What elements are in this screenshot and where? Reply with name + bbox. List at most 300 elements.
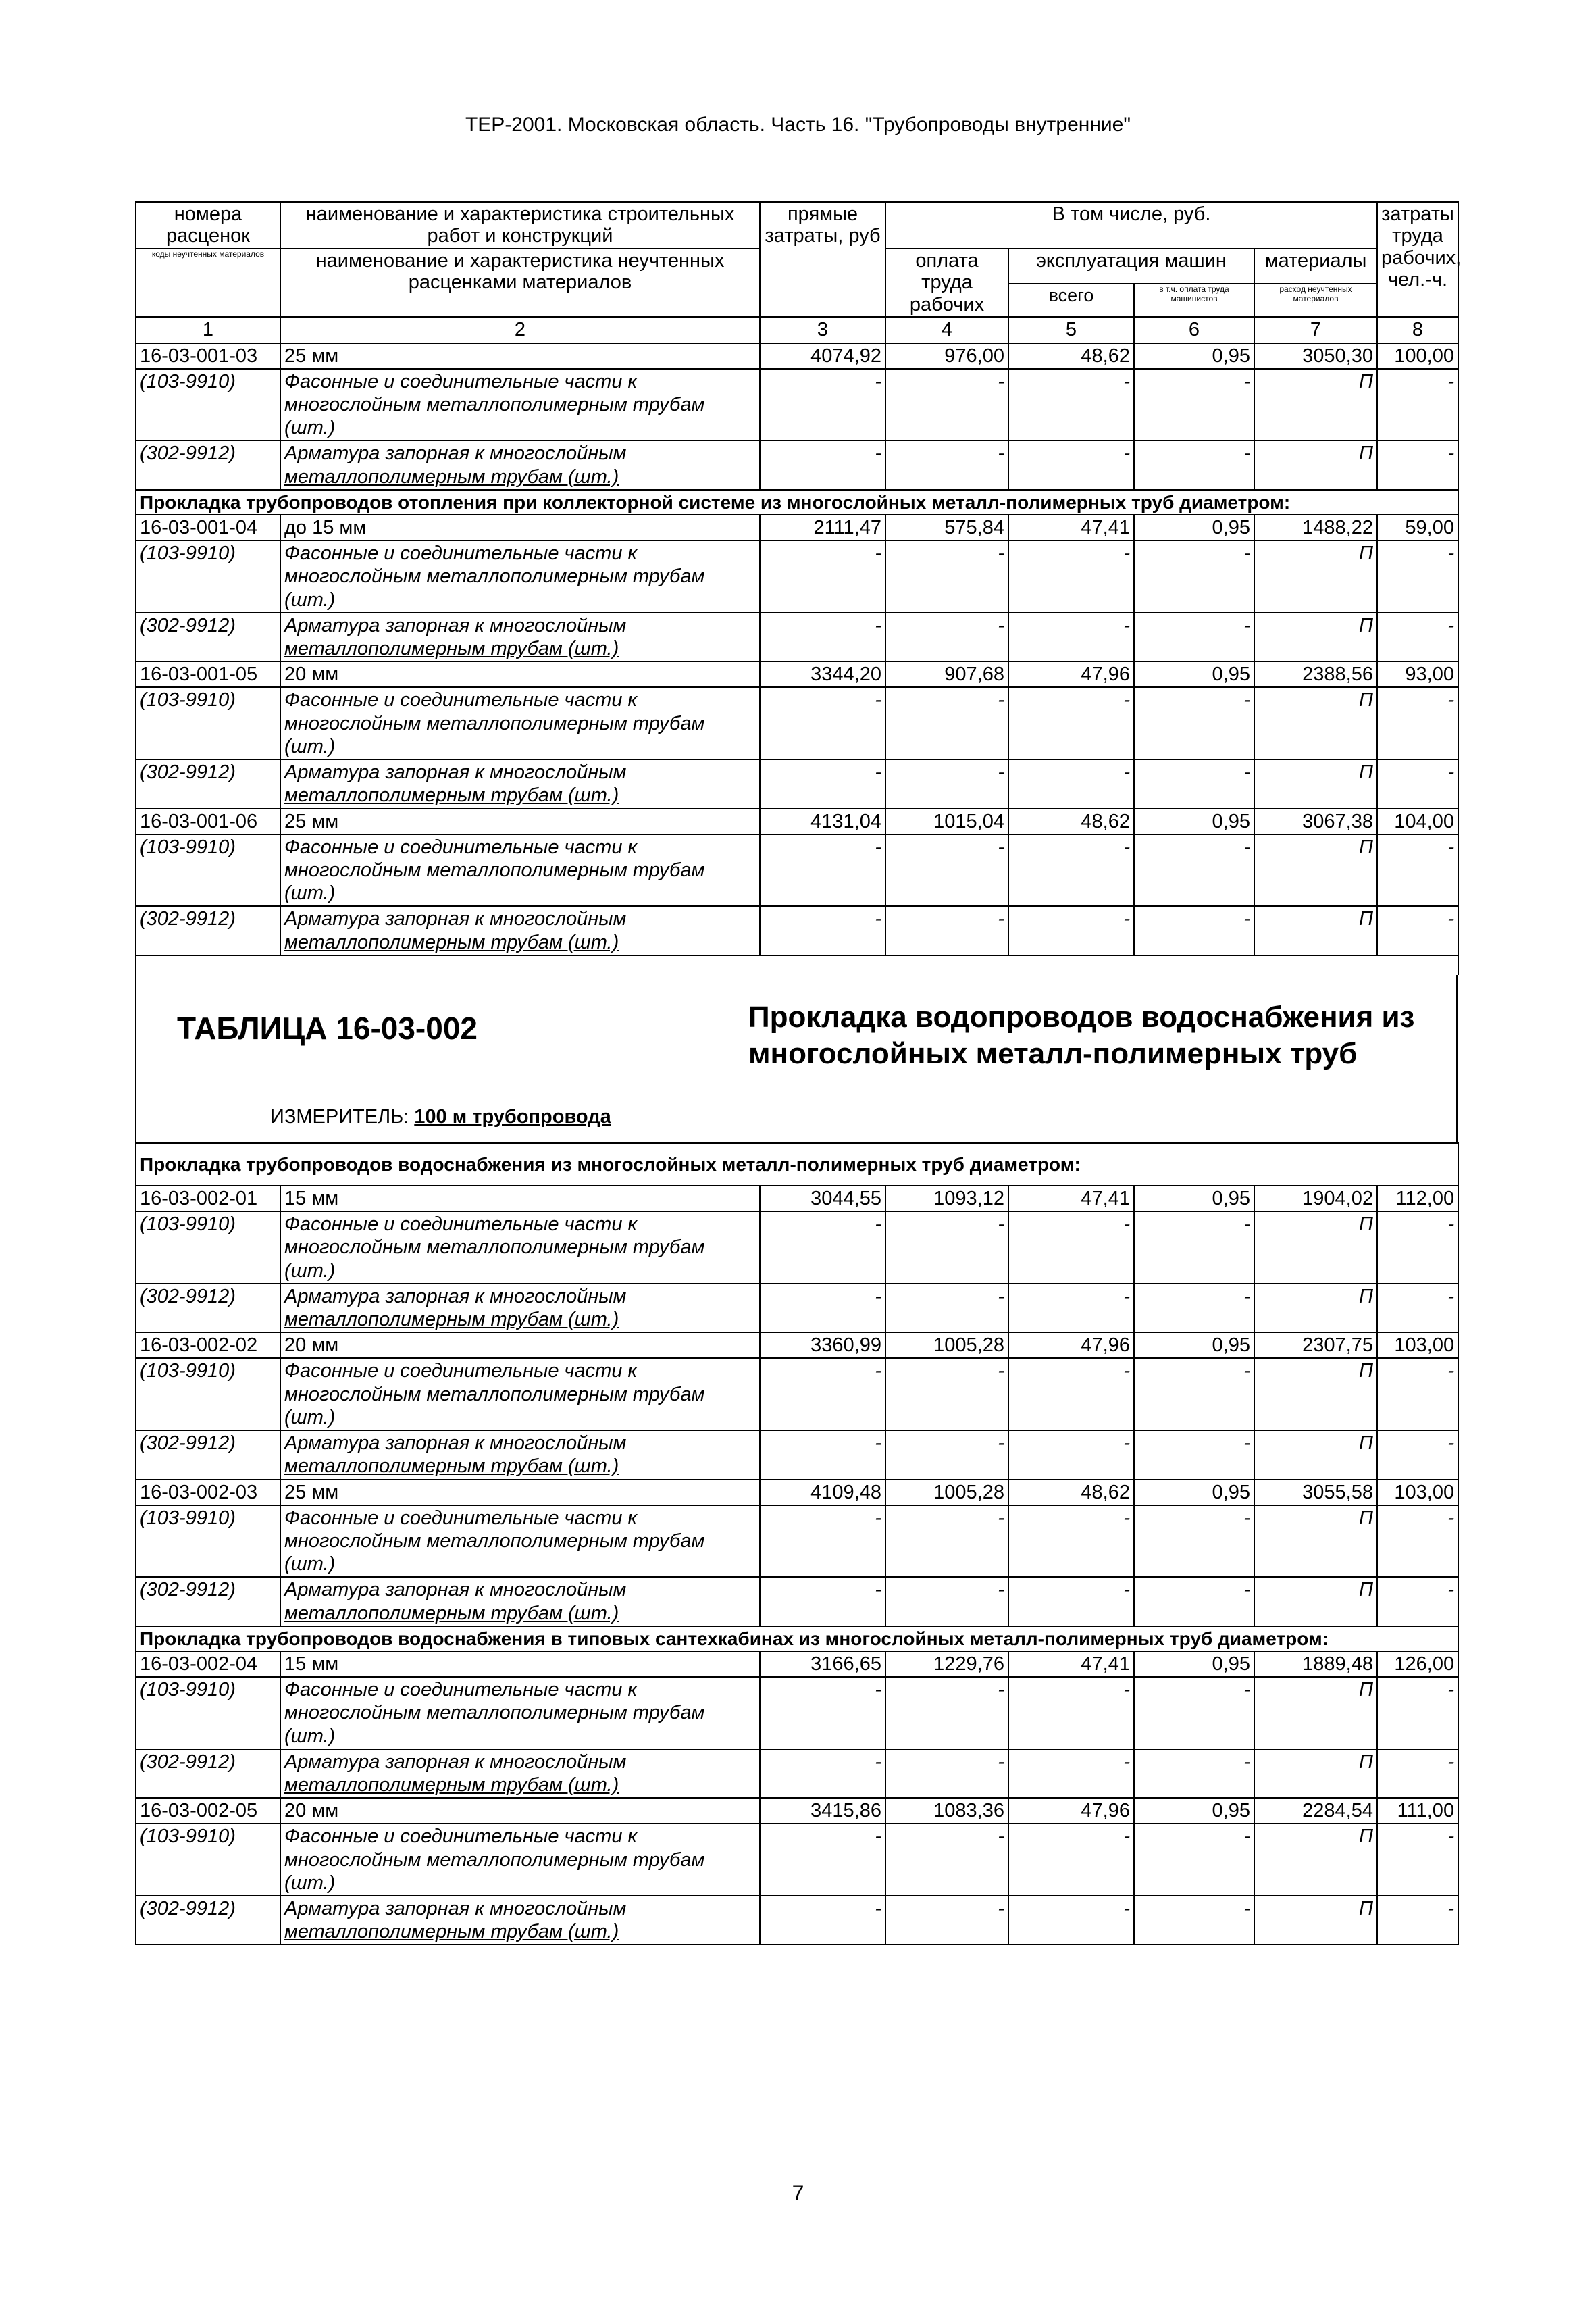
dash-cell: -: [1377, 1896, 1458, 1944]
dash-cell: -: [760, 1823, 885, 1896]
rate-code: 16-03-002-02: [136, 1332, 280, 1358]
dash-cell: -: [760, 1749, 885, 1798]
material-name-line: (шт.): [284, 1871, 336, 1894]
value-c4: 976,00: [885, 343, 1008, 369]
value-c4: 907,68: [885, 661, 1008, 687]
col-number: 8: [1377, 317, 1458, 343]
value-c7: 3050,30: [1254, 343, 1377, 369]
rate-row: [136, 1798, 1458, 1823]
rate-code: 16-03-001-03: [136, 343, 280, 369]
value-c7: 1488,22: [1254, 515, 1377, 540]
material-name-line: многослойным металлополимерным трубам: [284, 565, 705, 588]
col-wages-header: оплата труда рабочих: [885, 249, 1008, 317]
material-name-line: Фасонные и соединительные части к: [284, 689, 638, 711]
material-p-cell: П: [1254, 1505, 1377, 1578]
material-name-line: Фасонные и соединительные части к: [284, 836, 638, 858]
dash-cell: -: [1377, 1505, 1458, 1578]
material-p-cell: П: [1254, 1749, 1377, 1798]
rate-code: 16-03-001-04: [136, 515, 280, 540]
dash-cell: -: [1008, 834, 1134, 907]
dash-cell: -: [885, 1211, 1008, 1284]
material-name: [280, 1284, 760, 1332]
material-code: (103-9910): [136, 540, 280, 613]
value-c4: 1015,04: [885, 809, 1008, 834]
unit-line: [270, 1106, 611, 1128]
value-c8: 103,00: [1377, 1332, 1458, 1358]
dash-cell: -: [1377, 1284, 1458, 1332]
dash-cell: -: [760, 1430, 885, 1479]
rate-code: 16-03-001-05: [136, 661, 280, 687]
rate-row: [136, 1651, 1458, 1677]
value-c6: 0,95: [1134, 1186, 1254, 1211]
rate-row: [136, 515, 1458, 540]
col-number: 2: [280, 317, 760, 343]
dash-cell: -: [1134, 1284, 1254, 1332]
col-labor-hours-header: затраты труда рабочих, чел.-ч.: [1377, 202, 1458, 317]
material-name-line: Фасонные и соединительные части к: [284, 1826, 638, 1848]
dash-cell: -: [1134, 1823, 1254, 1896]
dash-cell: -: [760, 1677, 885, 1749]
rate-code: 16-03-001-06: [136, 809, 280, 834]
section-heading: Прокладка трубопроводов водоснабжения из многослойных металл-полимерных труб диаметром:: [136, 1143, 1458, 1186]
dash-cell: -: [1377, 540, 1458, 613]
material-row: [136, 1823, 1458, 1896]
col-number: 3: [760, 317, 885, 343]
material-row: [136, 369, 1458, 441]
dash-cell: -: [1377, 1749, 1458, 1798]
value-c8: 103,00: [1377, 1480, 1458, 1505]
rate-code: 16-03-002-04: [136, 1651, 280, 1677]
material-row: [136, 1358, 1458, 1430]
dash-cell: -: [1377, 1677, 1458, 1749]
col-machines-total-header: всего: [1008, 284, 1134, 317]
material-code: (302-9912): [136, 759, 280, 808]
dash-cell: -: [1008, 540, 1134, 613]
dash-cell: -: [760, 906, 885, 955]
dash-cell: -: [1008, 1577, 1134, 1626]
table-header: [136, 202, 1462, 343]
material-row: [136, 1749, 1458, 1798]
dash-cell: -: [885, 1823, 1008, 1896]
value-c5: 48,62: [1008, 809, 1134, 834]
material-name: [280, 1430, 760, 1479]
material-name: [280, 1749, 760, 1798]
dash-cell: -: [1134, 1677, 1254, 1749]
dash-cell: -: [885, 613, 1008, 661]
value-c7: 2307,75: [1254, 1332, 1377, 1358]
material-p-cell: П: [1254, 369, 1377, 441]
rate-code: 16-03-002-03: [136, 1480, 280, 1505]
material-name-line: металлополимерным трубам (шт.): [284, 1774, 619, 1796]
dash-cell: -: [885, 1677, 1008, 1749]
material-name-line: Арматура запорная к многослойным: [284, 1751, 627, 1773]
material-name-line: (шт.): [284, 1553, 336, 1576]
dash-cell: -: [885, 1284, 1008, 1332]
material-row: [136, 1430, 1458, 1479]
page-header-title: ТЕР-2001. Московская область. Часть 16. "Трубопроводы внутренние": [465, 114, 1131, 136]
rate-name: 25 мм: [280, 343, 760, 369]
dash-cell: -: [1134, 906, 1254, 955]
rate-row: [136, 809, 1458, 834]
value-c3: 3415,86: [760, 1798, 885, 1823]
dash-cell: -: [885, 834, 1008, 907]
dash-cell: -: [1008, 1284, 1134, 1332]
value-c5: 47,41: [1008, 515, 1134, 540]
rate-code: 16-03-002-01: [136, 1186, 280, 1211]
material-name: [280, 1358, 760, 1430]
material-row: [136, 613, 1458, 661]
material-name-line: Фасонные и соединительные части к: [284, 1679, 638, 1701]
rate-name: 20 мм: [280, 661, 760, 687]
material-name: [280, 1677, 760, 1749]
dash-cell: -: [885, 687, 1008, 759]
value-c5: 48,62: [1008, 1480, 1134, 1505]
value-c6: 0,95: [1134, 809, 1254, 834]
dash-cell: -: [760, 1896, 885, 1944]
dash-cell: -: [1134, 1749, 1254, 1798]
dash-cell: -: [1377, 1211, 1458, 1284]
col-number: 5: [1008, 317, 1134, 343]
material-row: [136, 1577, 1458, 1626]
dash-cell: -: [1377, 441, 1458, 489]
material-name: [280, 1211, 760, 1284]
col-materials-header: материалы: [1254, 249, 1377, 284]
material-row: [136, 441, 1458, 489]
material-code: (302-9912): [136, 1896, 280, 1944]
material-name: [280, 441, 760, 489]
dash-cell: -: [1134, 613, 1254, 661]
value-c3: 3344,20: [760, 661, 885, 687]
dash-cell: -: [1134, 687, 1254, 759]
material-code: (103-9910): [136, 687, 280, 759]
rate-row: [136, 661, 1458, 687]
dash-cell: -: [1008, 687, 1134, 759]
rate-name: 15 мм: [280, 1186, 760, 1211]
value-c5: 47,96: [1008, 661, 1134, 687]
value-c8: 59,00: [1377, 515, 1458, 540]
material-name-line: (шт.): [284, 588, 336, 611]
dash-cell: -: [885, 1358, 1008, 1430]
value-c8: 93,00: [1377, 661, 1458, 687]
material-p-cell: П: [1254, 1358, 1377, 1430]
material-name-line: (шт.): [284, 1406, 336, 1428]
dash-cell: -: [1134, 1358, 1254, 1430]
dash-cell: -: [1377, 1358, 1458, 1430]
value-c6: 0,95: [1134, 1651, 1254, 1677]
dash-cell: -: [1377, 1577, 1458, 1626]
dash-cell: -: [885, 1505, 1008, 1578]
dash-cell: -: [885, 906, 1008, 955]
dash-cell: -: [1134, 540, 1254, 613]
dash-cell: -: [885, 540, 1008, 613]
material-p-cell: П: [1254, 759, 1377, 808]
material-name-line: (шт.): [284, 417, 336, 439]
material-row: [136, 1677, 1458, 1749]
col-including-header: В том числе, руб.: [885, 202, 1377, 249]
rate-block: [136, 343, 1458, 490]
material-name-line: многослойным металлополимерным трубам: [284, 1383, 705, 1405]
rate-name: 20 мм: [280, 1798, 760, 1823]
dash-cell: -: [760, 1577, 885, 1626]
value-c3: 4074,92: [760, 343, 885, 369]
value-c5: 47,41: [1008, 1186, 1134, 1211]
section-row-group: [136, 1143, 1458, 1186]
rate-row: [136, 343, 1458, 369]
dash-cell: -: [760, 613, 885, 661]
dash-cell: -: [1134, 1896, 1254, 1944]
dash-cell: -: [1377, 834, 1458, 907]
dash-cell: -: [1008, 1896, 1134, 1944]
rate-name: 25 мм: [280, 1480, 760, 1505]
material-code: (302-9912): [136, 613, 280, 661]
value-c8: 112,00: [1377, 1186, 1458, 1211]
value-c8: 104,00: [1377, 809, 1458, 834]
material-code: (103-9910): [136, 1505, 280, 1578]
material-p-cell: П: [1254, 1284, 1377, 1332]
value-c5: 47,96: [1008, 1332, 1134, 1358]
page-number: 7: [792, 2181, 804, 2205]
material-p-cell: П: [1254, 834, 1377, 907]
material-name-line: Арматура запорная к многослойным: [284, 761, 627, 784]
material-name-line: (шт.): [284, 1259, 336, 1282]
rates-table-bottom: [135, 1142, 1459, 1946]
material-name-line: металлополимерным трубам (шт.): [284, 784, 619, 807]
material-p-cell: П: [1254, 1896, 1377, 1944]
material-name-line: многослойным металлополимерным трубам: [284, 394, 705, 416]
material-name-line: Арматура запорная к многослойным: [284, 614, 627, 636]
material-name-line: Фасонные и соединительные части к: [284, 1360, 638, 1382]
material-name-line: (шт.): [284, 882, 336, 905]
dash-cell: -: [1377, 906, 1458, 955]
rate-name: до 15 мм: [280, 515, 760, 540]
material-p-cell: П: [1254, 1211, 1377, 1284]
dash-cell: -: [1008, 1358, 1134, 1430]
material-name: [280, 687, 760, 759]
rate-row: [136, 1186, 1458, 1211]
dash-cell: -: [1008, 759, 1134, 808]
col-material-name-header: наименование и характеристика неучтенных расценками материалов: [280, 249, 760, 317]
dash-cell: -: [1008, 369, 1134, 441]
dash-cell: -: [1134, 1505, 1254, 1578]
value-c3: 4109,48: [760, 1480, 885, 1505]
material-name: [280, 540, 760, 613]
table-name: Прокладка водопроводов водоснабжения из многослойных металл-полимерных труб: [748, 1000, 1415, 1070]
dash-cell: -: [760, 687, 885, 759]
material-code: (302-9912): [136, 1749, 280, 1798]
dash-cell: -: [1008, 613, 1134, 661]
rate-block: [136, 515, 1458, 955]
material-row: [136, 1284, 1458, 1332]
value-c4: 575,84: [885, 515, 1008, 540]
value-c3: 3360,99: [760, 1332, 885, 1358]
material-name-line: многослойным металлополимерным трубам: [284, 1848, 705, 1871]
section-heading: Прокладка трубопроводов отопления при коллекторной системе из многослойных металл-полимерных труб диаметром:: [136, 490, 1458, 515]
unit-value: 100 м трубопровода: [414, 1105, 611, 1128]
material-p-cell: П: [1254, 906, 1377, 955]
spacer: [136, 955, 1458, 975]
section-row-group: [136, 490, 1458, 515]
material-name: [280, 906, 760, 955]
material-code: (302-9912): [136, 1430, 280, 1479]
material-code: (103-9910): [136, 1211, 280, 1284]
dash-cell: -: [1008, 1677, 1134, 1749]
material-p-cell: П: [1254, 613, 1377, 661]
col-material-codes-header: коды неучтенных материалов: [136, 249, 280, 317]
value-c6: 0,95: [1134, 343, 1254, 369]
dash-cell: -: [760, 441, 885, 489]
col-direct-costs-header: прямые затраты, руб: [760, 202, 885, 317]
material-code: (103-9910): [136, 834, 280, 907]
material-name-line: металлополимерным трубам (шт.): [284, 1602, 619, 1624]
dash-cell: -: [760, 759, 885, 808]
material-p-cell: П: [1254, 687, 1377, 759]
dash-cell: -: [1008, 1430, 1134, 1479]
material-name-line: (шт.): [284, 735, 336, 757]
col-number: 4: [885, 317, 1008, 343]
rate-code: 16-03-002-05: [136, 1798, 280, 1823]
table-number: ТАБЛИЦА 16-03-002: [177, 1010, 478, 1046]
value-c6: 0,95: [1134, 1480, 1254, 1505]
col-number: 6: [1134, 317, 1254, 343]
dash-cell: -: [885, 369, 1008, 441]
col-machines-header: эксплуатация машин: [1008, 249, 1254, 284]
value-c6: 0,95: [1134, 1332, 1254, 1358]
dash-cell: -: [1134, 369, 1254, 441]
dash-cell: -: [1134, 1211, 1254, 1284]
value-c4: 1229,76: [885, 1651, 1008, 1677]
material-name-line: многослойным металлополимерным трубам: [284, 1530, 705, 1552]
material-p-cell: П: [1254, 1430, 1377, 1479]
dash-cell: -: [1377, 613, 1458, 661]
rates-table-top: [135, 201, 1462, 975]
unit-label: ИЗМЕРИТЕЛЬ:: [270, 1105, 409, 1128]
material-name-line: Арматура запорная к многослойным: [284, 1285, 627, 1307]
value-c8: 111,00: [1377, 1798, 1458, 1823]
col-number: 1: [136, 317, 280, 343]
dash-cell: -: [1377, 687, 1458, 759]
material-p-cell: П: [1254, 540, 1377, 613]
col-unaccounted-materials-header: расход неучтенных материалов: [1254, 284, 1377, 317]
material-code: (302-9912): [136, 1284, 280, 1332]
material-row: [136, 834, 1458, 907]
dash-cell: -: [885, 1430, 1008, 1479]
value-c5: 47,96: [1008, 1798, 1134, 1823]
dash-cell: -: [1008, 1749, 1134, 1798]
material-name: [280, 834, 760, 907]
material-row: [136, 1505, 1458, 1578]
material-name-line: Арматура запорная к многослойным: [284, 908, 627, 930]
material-name: [280, 759, 760, 808]
rate-block: [136, 1186, 1458, 1626]
material-row: [136, 1896, 1458, 1944]
material-name-line: (шт.): [284, 1725, 336, 1747]
value-c3: 3166,65: [760, 1651, 885, 1677]
material-code: (302-9912): [136, 1577, 280, 1626]
col-operator-wages-header: в т.ч. оплата труда машинистов: [1134, 284, 1254, 317]
dash-cell: -: [1377, 1823, 1458, 1896]
value-c4: 1005,28: [885, 1332, 1008, 1358]
material-name: [280, 1896, 760, 1944]
material-name-line: Арматура запорная к многослойным: [284, 1898, 627, 1920]
rates-sheet: [135, 201, 1462, 1945]
section-row-group: [136, 1626, 1458, 1651]
col-number: 7: [1254, 317, 1377, 343]
material-name: [280, 1823, 760, 1896]
dash-cell: -: [1134, 441, 1254, 489]
section-heading: Прокладка трубопроводов водоснабжения в типовых сантехкабинах из многослойных металл-полимерных труб диаметром:: [136, 1626, 1458, 1651]
material-name-line: многослойным металлополимерным трубам: [284, 859, 705, 881]
value-c7: 2388,56: [1254, 661, 1377, 687]
col-work-name-header: наименование и характеристика строительных работ и конструкций: [280, 202, 760, 249]
dash-cell: -: [1008, 441, 1134, 489]
material-name: [280, 1577, 760, 1626]
dash-cell: -: [1008, 1505, 1134, 1578]
table-title-block: [135, 975, 1458, 1142]
value-c8: 126,00: [1377, 1651, 1458, 1677]
dash-cell: -: [1134, 759, 1254, 808]
dash-cell: -: [760, 540, 885, 613]
dash-cell: -: [760, 1284, 885, 1332]
material-p-cell: П: [1254, 441, 1377, 489]
material-name-line: многослойным металлополимерным трубам: [284, 1236, 705, 1259]
dash-cell: -: [885, 1896, 1008, 1944]
dash-cell: -: [885, 1577, 1008, 1626]
dash-cell: -: [1134, 834, 1254, 907]
dash-cell: -: [1134, 1430, 1254, 1479]
value-c8: 100,00: [1377, 343, 1458, 369]
material-row: [136, 759, 1458, 808]
material-row: [136, 906, 1458, 955]
material-p-cell: П: [1254, 1677, 1377, 1749]
rate-name: 15 мм: [280, 1651, 760, 1677]
dash-cell: -: [1134, 1577, 1254, 1626]
material-row: [136, 1211, 1458, 1284]
value-c5: 47,41: [1008, 1651, 1134, 1677]
dash-cell: -: [885, 759, 1008, 808]
dash-cell: -: [1377, 1430, 1458, 1479]
material-name-line: металлополимерным трубам (шт.): [284, 931, 619, 953]
material-row: [136, 540, 1458, 613]
value-c4: 1005,28: [885, 1480, 1008, 1505]
material-name-line: металлополимерным трубам (шт.): [284, 1921, 619, 1943]
rate-block: [136, 1651, 1458, 1945]
material-name-line: Арматура запорная к многослойным: [284, 1579, 627, 1601]
material-name-line: Фасонные и соединительные части к: [284, 1213, 638, 1236]
material-name-line: Арматура запорная к многослойным: [284, 1432, 627, 1455]
dash-cell: -: [885, 441, 1008, 489]
value-c7: 3067,38: [1254, 809, 1377, 834]
dash-cell: -: [1008, 1211, 1134, 1284]
material-name-line: Фасонные и соединительные части к: [284, 543, 638, 565]
material-code: (103-9910): [136, 369, 280, 441]
value-c7: 1889,48: [1254, 1651, 1377, 1677]
value-c5: 48,62: [1008, 343, 1134, 369]
material-p-cell: П: [1254, 1823, 1377, 1896]
material-code: (103-9910): [136, 1358, 280, 1430]
rate-name: 20 мм: [280, 1332, 760, 1358]
material-name-line: Арматура запорная к многослойным: [284, 443, 627, 465]
col-rate-numbers-header: номера расценок: [136, 202, 280, 249]
material-name-line: металлополимерным трубам (шт.): [284, 638, 619, 659]
value-c3: 2111,47: [760, 515, 885, 540]
value-c4: 1093,12: [885, 1186, 1008, 1211]
material-code: (103-9910): [136, 1677, 280, 1749]
material-name: [280, 369, 760, 441]
rate-row: [136, 1480, 1458, 1505]
dash-cell: -: [760, 1358, 885, 1430]
material-name-line: Фасонные и соединительные части к: [284, 370, 638, 393]
dash-cell: -: [885, 1749, 1008, 1798]
